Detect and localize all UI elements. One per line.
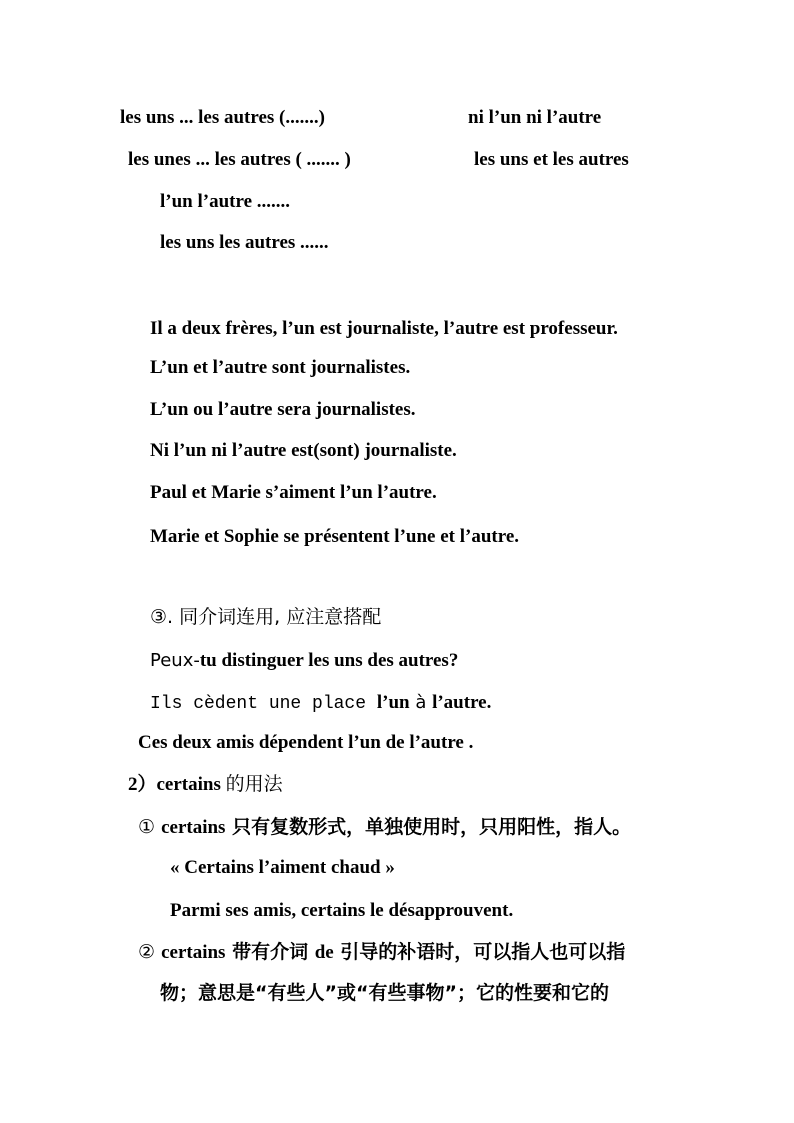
example-fragment: Ils cèdent une place <box>150 694 377 714</box>
heading-fragment: 2）certains <box>128 774 226 795</box>
certains-item-1 <box>138 815 631 840</box>
pair-les-uns-les-autres: les uns ... les autres (.......) <box>120 107 325 128</box>
example-line: Paul et Marie s’aiment l’un l’autre. <box>150 482 437 503</box>
section3-heading: ③. 同介词连用, 应注意搭配 <box>150 606 382 628</box>
heading-fragment: 的用法 <box>225 773 283 795</box>
circled-number-1: ① <box>138 816 162 838</box>
pair-ni-lun-ni-lautre: ni l’un ni l’autre <box>468 107 602 128</box>
pair-les-uns-et-les-autres: les uns et les autres <box>474 149 629 170</box>
section3-example-3: Ces deux amis dépendent l’un de l’autre . <box>138 732 474 753</box>
section3-example-2 <box>150 691 491 716</box>
certains-item-2-continued: 物；意思是“有些人”或“有些事物”；它的性要和它的 <box>160 982 609 1004</box>
pair-les-unes-les-autres: les unes ... les autres ( ....... ) <box>128 149 351 170</box>
item-text: 只有复数形式，单独使用时，只用阳性，指人。 <box>225 816 632 838</box>
section3-example-1 <box>150 649 458 673</box>
certains-heading <box>128 772 283 797</box>
item-text: 引导的补语时，可以指人也可以指 <box>333 941 626 963</box>
keyword: certains <box>161 817 226 838</box>
pair-les-uns-les-autres-2: les uns les autres ...... <box>160 232 329 253</box>
example-fragment: Peux- <box>150 650 200 671</box>
circled-number-2: ② <box>138 941 162 963</box>
keyword: certains <box>161 942 226 963</box>
example-fragment: tu distinguer les uns des autres? <box>199 650 459 671</box>
example-fragment: l’un <box>376 692 410 713</box>
example-line: L’un ou l’autre sera journalistes. <box>150 399 416 420</box>
example-fragment: à <box>409 692 433 713</box>
certains-item-2 <box>138 940 625 965</box>
example-line: L’un et l’autre sont journalistes. <box>150 357 411 378</box>
pair-lun-lautre: l’un l’autre ....... <box>160 191 291 212</box>
certains-example-1: « Certains l’aiment chaud » <box>170 857 395 878</box>
item-text: 带有介词 <box>225 941 315 963</box>
example-line: Marie et Sophie se présentent l’une et l’autre. <box>150 526 520 547</box>
certains-example-2: Parmi ses amis, certains le désapprouvent. <box>170 900 514 921</box>
example-line: Il a deux frères, l’un est journaliste, l’autre est professeur. <box>150 318 618 339</box>
example-fragment: l’autre. <box>432 692 492 713</box>
example-line: Ni l’un ni l’autre est(sont) journaliste. <box>150 440 457 461</box>
keyword-de: de <box>314 942 334 963</box>
